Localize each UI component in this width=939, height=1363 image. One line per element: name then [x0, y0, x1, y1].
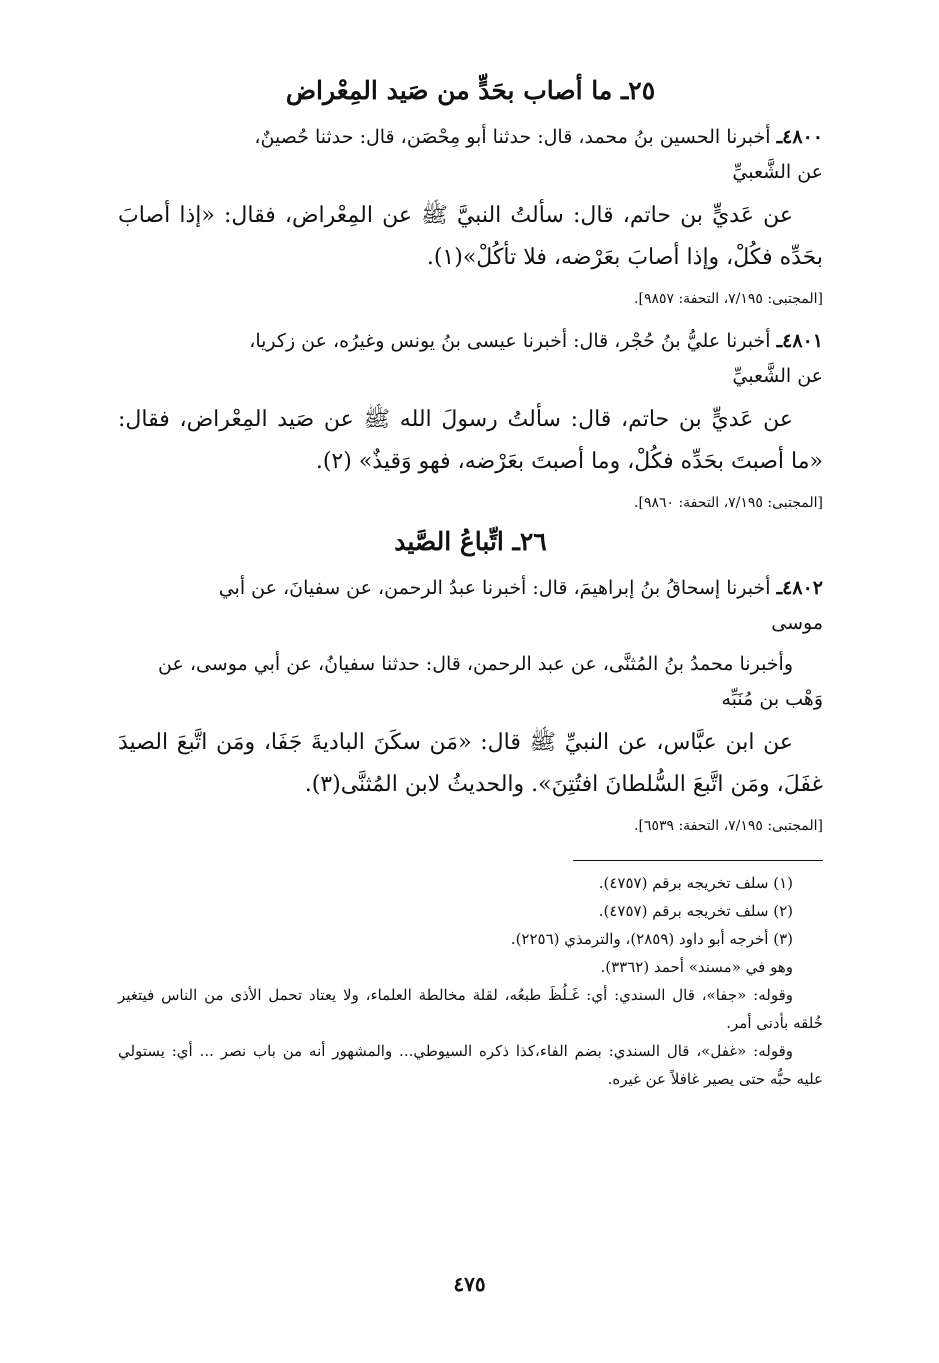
- hadith-4802-isnad-text: أخبرنا إسحاقُ بنُ إبراهيمَ، قال: أخبرنا عبدُ الرحمن، عن سفيانَ، عن أبي: [218, 577, 771, 599]
- hadith-4801-isnad-end: عن الشَّعبيِّ: [732, 365, 823, 387]
- chapter-25-heading: ٢٥ـ ما أصاب بحَدٍّ من صَيد المِعْراض: [285, 76, 656, 105]
- chapter-26-heading: ٢٦ـ اتِّباعُ الصَّيد: [394, 527, 547, 556]
- footnote-3-jafa: وقوله: «جفا»، قال السندي: أي: غَـلُظَ طبعُه، لقلة مخالطة العلماء، ولا يعتاد تحمل الأذى من الناس فيتغير خُلقه بأدنى أمر.: [118, 986, 823, 1032]
- hadith-4802-number: ٤٨٠٢ـ: [776, 577, 823, 599]
- hadith-4800-isnad: [118, 119, 823, 155]
- hadith-4802-isnad-end: موسى: [771, 612, 823, 634]
- hadith-4802-isnad: [118, 570, 823, 606]
- hadith-4800-isnad-end: عن الشَّعبيِّ: [732, 161, 823, 183]
- hadith-4802-sub-isnad: وأخبرنا محمدُ بنُ المُثنَّى، عن عبد الرحمن، قال: حدثنا سفيانُ، عن أبي موسى، عن: [158, 653, 793, 675]
- hadith-4801-matn: عن عَديٍّ بن حاتم، قال: سألتُ رسولَ الله ﷺ عن صَيد المِعْراض، فقال: «ما أصبتَ بحَدِّه فكُلْ، وما أصبتَ بعَرْضه، فهو وَقيذٌ» (٢).: [118, 407, 823, 474]
- footnote-2: (٢) سلف تخريجه برقم (٤٧٥٧).: [598, 902, 793, 920]
- footnote-3-musnad: وهو في «مسند» أحمد (٣٣٦٢).: [600, 958, 793, 976]
- footnote-separator: [573, 860, 823, 861]
- hadith-4800-matn: عن عَديٍّ بن حاتم، قال: سألتُ النبيَّ ﷺ عن المِعْراض، فقال: «إذا أصابَ بحَدِّه فكُلْ، وإذا أصابَ بعَرْضه، فلا تأكُلْ»(١).: [118, 203, 823, 270]
- hadith-4802-reference: [المجتبى: ٧/١٩٥، التحفة: ٦٥٣٩].: [634, 818, 823, 834]
- hadith-4800-isnad-text: أخبرنا الحسين بنُ محمد، قال: حدثنا أبو مِحْصَن، قال: حدثنا حُصينٌ،: [254, 126, 771, 148]
- hadith-4801-reference: [المجتبى: ٧/١٩٥، التحفة: ٩٨٦٠].: [634, 495, 823, 511]
- hadith-4802-sub-isnad-end: وَهْب بن مُنَبِّه: [721, 688, 823, 710]
- hadith-4802-matn: عن ابن عبَّاس، عن النبيِّ ﷺ قال: «مَن سكَنَ الباديةَ جَفَا، ومَن اتَّبعَ الصيدَ غفَلَ، ومَن اتَّبعَ السُّلطانَ افتُتِنَ». والحديثُ لابن المُثنَّى(٣).: [118, 730, 823, 797]
- hadith-4801-isnad-text: أخبرنا عليُّ بنُ حُجْر، قال: أخبرنا عيسى بنُ يونس وغيرُه، عن زكريا،: [249, 330, 771, 352]
- hadith-4801-number: ٤٨٠١ـ: [776, 330, 823, 352]
- page-number: ٤٧٥: [453, 1272, 486, 1296]
- hadith-4801-isnad: [118, 323, 823, 359]
- hadith-4800-number: ٤٨٠٠ـ: [776, 126, 823, 148]
- footnote-1: (١) سلف تخريجه برقم (٤٧٥٧).: [598, 874, 793, 892]
- footnote-3: (٣) أخرجه أبو داود (٢٨٥٩)، والترمذي (٢٢٥٦).: [510, 930, 793, 948]
- page-body: [118, 70, 823, 1093]
- footnote-3-ghafal: وقوله: «غفل»، قال السندي: بضم الفاء،كذا ذكره السيوطي... والمشهور أنه من باب نصر ... أي: يستولي عليه حبُّه حتى يصير غافلاً عن غيره.: [118, 1042, 823, 1088]
- hadith-4800-reference: [المجتبى: ٧/١٩٥، التحفة: ٩٨٥٧].: [634, 291, 823, 307]
